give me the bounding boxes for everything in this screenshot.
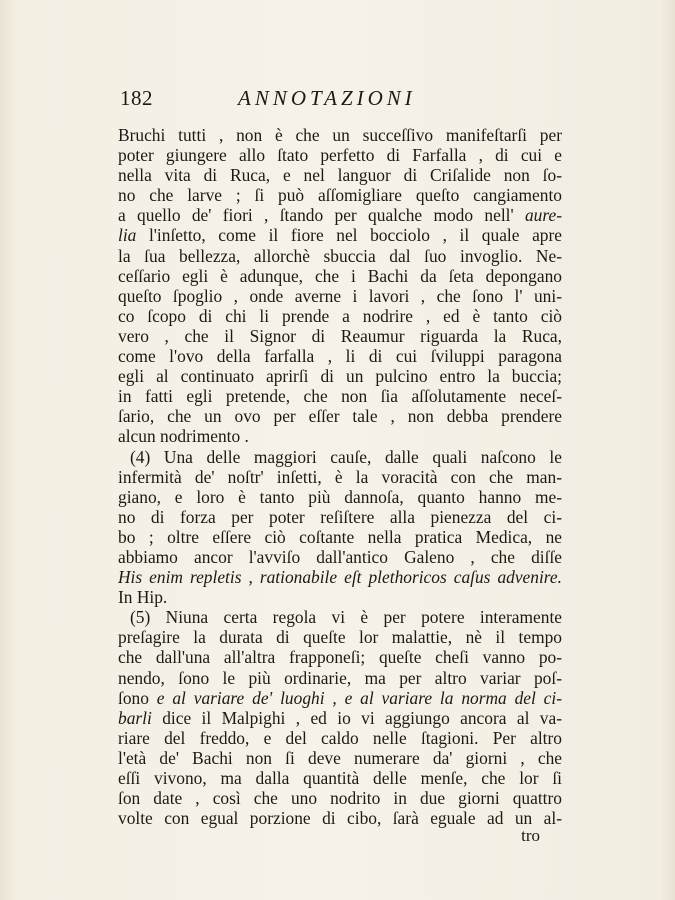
page-header xyxy=(118,86,578,116)
line-text: in fatti egli pretende, che non ſia aſſolutamente neceſ- xyxy=(118,386,562,407)
text-line xyxy=(118,748,562,768)
line-text: no di forza per poter reſiſtere alla pienezza del ci- xyxy=(118,506,562,527)
italic-text: e al variare de' luoghi , e al variare la norma del ci- xyxy=(156,687,562,708)
italic-text: His enim repletis , rationabile eſt plethoricos caſus advenire. xyxy=(118,567,562,588)
text-line xyxy=(118,607,562,627)
line-text: che dall'una all'altra frapponeſi; queſte cheſi vanno po- xyxy=(118,647,562,668)
text-line xyxy=(118,406,562,426)
line-text: (5) Niuna certa regola vi è per potere interamente xyxy=(130,607,562,628)
text-line xyxy=(118,246,562,266)
text-line xyxy=(118,587,562,607)
text-line xyxy=(118,205,562,225)
line-text: bo ; oltre eſſere ciò coſtante nella pratica Medica, ne xyxy=(118,526,562,547)
italic-text: barli xyxy=(118,707,152,728)
catchword: tro xyxy=(521,826,540,845)
running-title: ANNOTAZIONI xyxy=(238,86,416,110)
text-line xyxy=(118,185,562,205)
line-text: preſagire la durata di queſte lor malattie, nè il tempo xyxy=(118,627,562,648)
text-line xyxy=(118,647,562,667)
line-text: In Hip. xyxy=(118,587,168,608)
line-text: poter giungere allo ſtato perfetto di Farfalla , di cui e xyxy=(118,145,562,166)
line-text: infermità de' noſtr' inſetti, è la voracità con che man- xyxy=(118,466,562,487)
text-line xyxy=(118,286,562,306)
line-text: riare del freddo, e del caldo nelle ſtagioni. Per altro xyxy=(118,727,562,748)
line-text: a quello de' fiori , ſtando per qualche modo nell' xyxy=(118,205,525,226)
text-line xyxy=(118,165,562,185)
text-line xyxy=(118,567,562,587)
text-line xyxy=(118,668,562,688)
text-line xyxy=(118,125,562,145)
line-text: come l'ovo della farfalla , li di cui ſviluppi paragona xyxy=(118,346,562,367)
text-line xyxy=(118,547,562,567)
text-line xyxy=(118,306,562,326)
text-line xyxy=(118,145,562,165)
line-text: vero , che il Signor di Reaumur riguarda la Ruca, xyxy=(118,325,562,346)
text-line xyxy=(118,266,562,286)
text-line xyxy=(118,788,562,808)
line-text: dice il Malpighi , ed io vi aggiungo ancora al va- xyxy=(151,707,562,728)
line-text: Bruchi tutti , non è che un succeſſivo manifeſtarſi per xyxy=(118,125,562,145)
text-line xyxy=(118,426,562,446)
line-text: l'età de' Bachi non ſi deve numerare da' giorni , che xyxy=(118,747,562,768)
line-text: nella vita di Ruca, e nel languor di Criſalide non ſo- xyxy=(118,165,562,186)
line-text: alcun nodrimento . xyxy=(118,426,249,447)
line-text: abbiamo ancor l'avviſo dall'antico Galeno , che diſſe xyxy=(118,546,562,567)
line-text: co ſcopo di chi li prende a nodrire , ed è tanto ciò xyxy=(118,305,562,326)
line-text: eſſi vivono, ma dalla quantità delle menſe, che lor ſi xyxy=(118,768,562,788)
line-text: giano, e loro è tanto più dannoſa, quanto hanno me- xyxy=(118,486,562,507)
italic-text: lia xyxy=(118,225,137,246)
line-text: egli al continuato aprirſi di un pulcino entro la buccia; xyxy=(118,366,562,387)
line-text: nendo, ſono le più ordinarie, ma per altro variar poſ- xyxy=(118,667,562,688)
text-line xyxy=(118,728,562,748)
text-line xyxy=(118,527,562,547)
text-line xyxy=(118,688,562,708)
line-text: ſon date , così che uno nodrito in due giorni quattro xyxy=(118,788,562,809)
line-text: ceſſario egli è adunque, che i Bachi da ſeta depongano xyxy=(118,265,562,286)
text-line xyxy=(118,366,562,386)
text-line xyxy=(118,346,562,366)
text-line xyxy=(118,708,562,728)
annotation-text xyxy=(118,125,562,828)
line-text: ſario, che un ovo per eſſer tale , non debba prendere xyxy=(118,406,562,427)
italic-text: aure- xyxy=(524,205,562,226)
text-line xyxy=(118,447,562,467)
line-text: queſto ſpoglio , onde averne i lavori , che ſono l' uni- xyxy=(118,285,562,306)
page-footer xyxy=(118,826,562,846)
text-line xyxy=(118,225,562,245)
text-line xyxy=(118,487,562,507)
line-text: no che larve ; ſi può aſſomigliare queſto cangiamento xyxy=(118,185,562,206)
text-line xyxy=(118,386,562,406)
text-line xyxy=(118,768,562,788)
line-text: (4) Una delle maggiori cauſe, dalle quali naſcono le xyxy=(130,446,562,467)
line-text: volte con egual porzione di cibo, ſarà eguale ad un al- xyxy=(118,808,562,829)
line-text: la ſua bellezza, allorchè sbuccia dal ſuo invoglio. Ne- xyxy=(118,245,562,266)
text-line xyxy=(118,507,562,527)
text-line xyxy=(118,326,562,346)
text-line xyxy=(118,627,562,647)
line-text: l'inſetto, come il fiore nel bocciolo , il quale apre xyxy=(136,225,562,246)
line-text: ſono xyxy=(118,687,157,708)
page-number: 182 xyxy=(120,86,153,110)
text-line xyxy=(118,467,562,487)
